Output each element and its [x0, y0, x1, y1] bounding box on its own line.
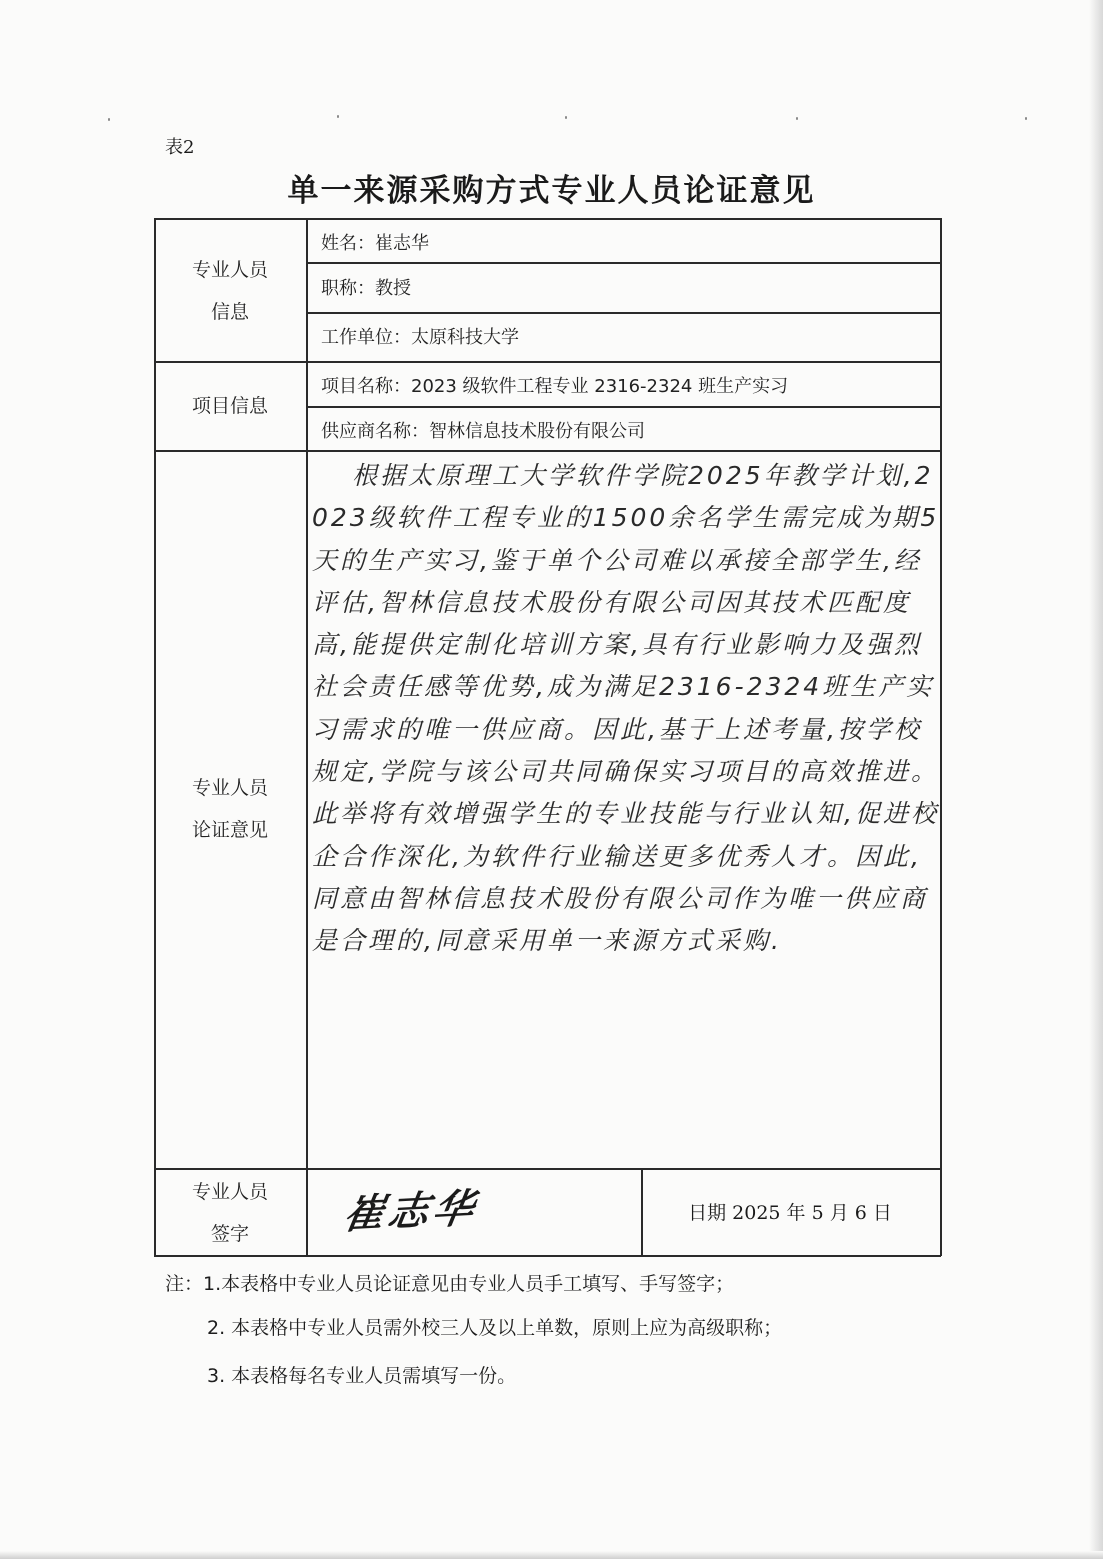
scan-edge-bottom [0, 1551, 1103, 1559]
scan-edge-right [1089, 0, 1103, 1559]
scan-speck [796, 117, 798, 120]
row-divider [154, 450, 941, 452]
project-name-field: 项目名称：2023 级软件工程专业 2316-2324 班生产实习 [321, 376, 789, 397]
opinion-label-line2: 论证意见 [191, 819, 268, 841]
scan-speck [337, 115, 339, 118]
expert-info-label-line2: 信息 [210, 301, 249, 323]
expert-info-label-line1: 专业人员 [191, 259, 268, 281]
handwritten-signature: 崔志华 [340, 1185, 481, 1239]
table-border-top [154, 218, 941, 220]
opinion-label [154, 767, 306, 851]
row-divider [306, 312, 941, 314]
handwritten-opinion-text: 根据太原理工大学软件学院2025年教学计划,2023级软件工程专业的1500余名学生需完成为期5天的生产实习,鉴于单个公司难以承接全部学生,经评估,智林信息技术股份有限公司因其技术匹配度高,能提供定制化培训方案,具有行业影响力及强烈社会责任感等优势,成为满足2316-2324班生产实习需求的唯一供应商。因此,基于上述考量,按学校规定,学院与该公司共同确保实习项目的高效推进。此举将有效增强学生的专业技能与行业认知,促进校企合作深化,为软件行业输送更多优秀人才。因此,同意由智林信息技术股份有限公司作为唯一供应商是合理的,同意采用单一来源方式采购. [312, 461, 940, 956]
project-info-label: 项目信息 [191, 395, 268, 417]
row-divider [306, 406, 941, 408]
note-1: 注：1.本表格中专业人员论证意见由专业人员手工填写、手写签字； [165, 1273, 735, 1295]
row-divider [154, 1168, 941, 1170]
signature-label [154, 1171, 306, 1255]
table-label-column-divider [306, 218, 308, 1256]
signature-date: 日期 2025 年 5 月 6 日 [688, 1202, 892, 1224]
signature-label-line1: 专业人员 [191, 1181, 268, 1203]
table-number-label: 表2 [165, 137, 195, 158]
supplier-name-field: 供应商名称：智林信息技术股份有限公司 [321, 421, 645, 442]
table-border-bottom [154, 1255, 941, 1257]
note-3: 3. 本表格每名专业人员需填写一份。 [207, 1365, 517, 1387]
row-divider [306, 262, 941, 264]
document-title: 单一来源采购方式专业人员论证意见 [287, 173, 816, 209]
scan-speck [108, 118, 110, 121]
table-border-left [154, 218, 156, 1256]
note-2: 2. 本表格中专业人员需外校三人及以上单数，原则上应为高级职称； [207, 1317, 783, 1339]
scan-speck [565, 116, 567, 119]
expert-work-unit-field: 工作单位：太原科技大学 [321, 327, 519, 348]
expert-title-field: 职称：教授 [321, 278, 411, 299]
row-divider [154, 361, 941, 363]
signature-label-line2: 签字 [210, 1223, 249, 1245]
expert-name-field: 姓名：崔志华 [321, 233, 429, 254]
opinion-label-line1: 专业人员 [191, 777, 268, 799]
expert-info-label [154, 249, 306, 333]
scan-speck [1025, 117, 1027, 120]
